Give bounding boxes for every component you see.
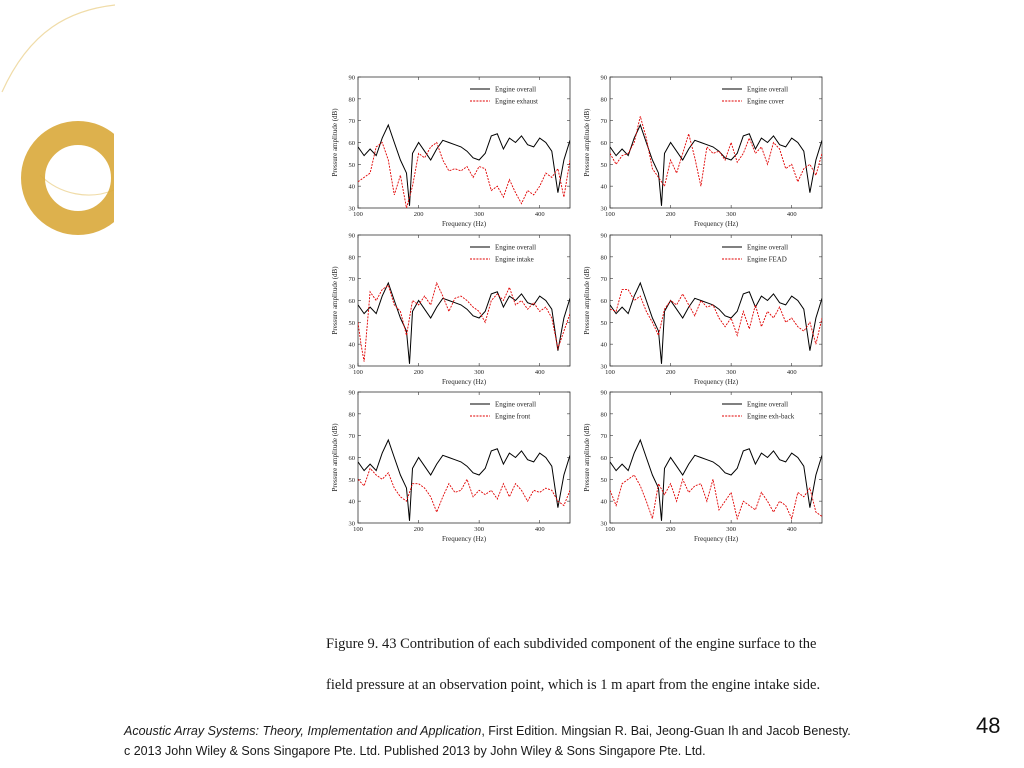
y-tick-label: 40 xyxy=(600,498,607,506)
figure-caption xyxy=(326,636,886,718)
y-axis-label: Pressure amplitude (dB) xyxy=(331,423,339,492)
y-tick-label: 40 xyxy=(348,183,355,191)
x-tick-label: 300 xyxy=(474,369,485,376)
x-axis-label: Frequency (Hz) xyxy=(693,220,739,228)
x-tick-label: 100 xyxy=(353,211,363,218)
legend-label: Engine overall xyxy=(747,243,789,252)
y-tick-label: 60 xyxy=(600,140,607,147)
legend-label: Engine overall xyxy=(495,243,537,252)
y-tick-label: 80 xyxy=(600,96,607,104)
y-axis-label: Pressure amplitude (dB) xyxy=(331,266,339,335)
y-tick-label: 50 xyxy=(600,319,607,327)
citation-authors: , First Edition. Mingsian R. Bai, Jeong-Guan Ih and Jacob Benesty. xyxy=(481,724,851,738)
y-axis-label: Pressure amplitude (dB) xyxy=(583,423,591,492)
x-tick-label: 400 xyxy=(534,369,545,376)
y-tick-label: 70 xyxy=(600,433,607,441)
x-tick-label: 200 xyxy=(413,211,424,218)
y-tick-label: 80 xyxy=(600,254,607,262)
y-tick-label: 50 xyxy=(600,161,607,169)
citation xyxy=(124,721,954,761)
figure-panel-grid xyxy=(318,68,834,554)
legend-label: Engine exhaust xyxy=(495,97,538,106)
legend-label: Engine exh-back xyxy=(747,412,795,421)
figure-svg xyxy=(318,68,834,554)
x-tick-label: 300 xyxy=(726,211,737,218)
y-tick-label: 70 xyxy=(600,118,607,126)
x-tick-label: 200 xyxy=(665,526,676,533)
chart-panel-2 xyxy=(583,75,822,229)
y-tick-label: 30 xyxy=(348,205,355,213)
y-axis-label: Pressure amplitude (dB) xyxy=(583,266,591,335)
x-tick-label: 200 xyxy=(413,526,424,533)
y-tick-label: 60 xyxy=(348,140,355,147)
x-tick-label: 300 xyxy=(474,526,485,533)
plot-frame xyxy=(358,77,570,208)
x-tick-label: 100 xyxy=(605,526,615,533)
caption-line-1: Figure 9. 43 Contribution of each subdivided component of the engine surface to the xyxy=(326,636,817,652)
x-tick-label: 300 xyxy=(726,369,737,376)
x-tick-label: 400 xyxy=(534,526,545,533)
chart-panel-3 xyxy=(331,233,570,387)
y-tick-label: 80 xyxy=(348,96,355,104)
plot-frame xyxy=(610,235,822,366)
y-tick-label: 60 xyxy=(348,455,355,462)
y-tick-label: 70 xyxy=(348,433,355,441)
y-tick-label: 90 xyxy=(600,232,607,240)
x-axis-label: Frequency (Hz) xyxy=(693,378,739,386)
citation-book-title: Acoustic Array Systems: Theory, Implementation and Application xyxy=(124,724,482,738)
plot-frame xyxy=(358,235,570,366)
y-tick-label: 30 xyxy=(600,520,607,528)
legend-label: Engine overall xyxy=(495,85,537,94)
x-axis-label: Frequency (Hz) xyxy=(441,220,487,228)
chart-panel-5 xyxy=(331,390,570,544)
y-tick-label: 80 xyxy=(348,411,355,419)
caption-line-2: field pressure at an observation point, which is 1 m apart from the engine intake side. xyxy=(326,677,821,693)
y-tick-label: 30 xyxy=(348,520,355,528)
decorative-thin-arc-2 xyxy=(40,175,114,195)
x-tick-label: 100 xyxy=(353,526,363,533)
chart-panel-4 xyxy=(583,233,822,387)
x-axis-label: Frequency (Hz) xyxy=(693,535,739,543)
legend-label: Engine front xyxy=(495,412,531,421)
x-tick-label: 200 xyxy=(413,369,424,376)
legend-label: Engine cover xyxy=(747,97,785,106)
x-tick-label: 400 xyxy=(534,211,545,218)
x-tick-label: 400 xyxy=(786,211,797,218)
y-tick-label: 70 xyxy=(348,118,355,126)
y-tick-label: 70 xyxy=(348,276,355,284)
chart-panel-6 xyxy=(583,390,822,544)
y-tick-label: 30 xyxy=(600,363,607,371)
y-tick-label: 50 xyxy=(600,476,607,484)
y-tick-label: 50 xyxy=(348,161,355,169)
y-tick-label: 60 xyxy=(348,298,355,305)
y-tick-label: 30 xyxy=(600,205,607,213)
plot-frame xyxy=(358,392,570,523)
x-tick-label: 200 xyxy=(665,369,676,376)
y-tick-label: 40 xyxy=(600,341,607,349)
y-tick-label: 80 xyxy=(600,411,607,419)
y-axis-label: Pressure amplitude (dB) xyxy=(583,108,591,177)
decorative-ring-graphic xyxy=(0,0,130,260)
y-tick-label: 90 xyxy=(600,74,607,82)
decorative-thin-arc xyxy=(2,5,115,92)
y-tick-label: 50 xyxy=(348,476,355,484)
y-tick-label: 90 xyxy=(348,389,355,397)
y-tick-label: 50 xyxy=(348,319,355,327)
y-axis-label: Pressure amplitude (dB) xyxy=(331,108,339,177)
x-tick-label: 300 xyxy=(726,526,737,533)
y-tick-label: 40 xyxy=(348,341,355,349)
page-number: 48 xyxy=(976,713,1001,738)
x-tick-label: 400 xyxy=(786,369,797,376)
x-tick-label: 100 xyxy=(605,369,615,376)
x-tick-label: 100 xyxy=(605,211,615,218)
plot-frame xyxy=(610,77,822,208)
x-tick-label: 400 xyxy=(786,526,797,533)
x-tick-label: 300 xyxy=(474,211,485,218)
legend-label: Engine overall xyxy=(495,400,537,409)
y-tick-label: 30 xyxy=(348,363,355,371)
x-tick-label: 100 xyxy=(353,369,363,376)
y-tick-label: 60 xyxy=(600,298,607,305)
y-tick-label: 60 xyxy=(600,455,607,462)
x-axis-label: Frequency (Hz) xyxy=(441,535,487,543)
citation-copyright: c 2013 John Wiley & Sons Singapore Pte. Ltd. Published 2013 by John Wiley & Sons Singapore Pte. Ltd. xyxy=(124,744,706,758)
legend-label: Engine FEAD xyxy=(747,255,787,264)
y-tick-label: 80 xyxy=(348,254,355,262)
y-tick-label: 90 xyxy=(348,74,355,82)
legend-label: Engine intake xyxy=(495,255,534,264)
x-tick-label: 200 xyxy=(665,211,676,218)
decorative-gold-ring xyxy=(33,133,123,223)
y-tick-label: 70 xyxy=(600,276,607,284)
chart-panel-1 xyxy=(331,75,570,229)
y-tick-label: 40 xyxy=(600,183,607,191)
y-tick-label: 40 xyxy=(348,498,355,506)
legend-label: Engine overall xyxy=(747,85,789,94)
legend-label: Engine overall xyxy=(747,400,789,409)
x-axis-label: Frequency (Hz) xyxy=(441,378,487,386)
y-tick-label: 90 xyxy=(600,389,607,397)
y-tick-label: 90 xyxy=(348,232,355,240)
